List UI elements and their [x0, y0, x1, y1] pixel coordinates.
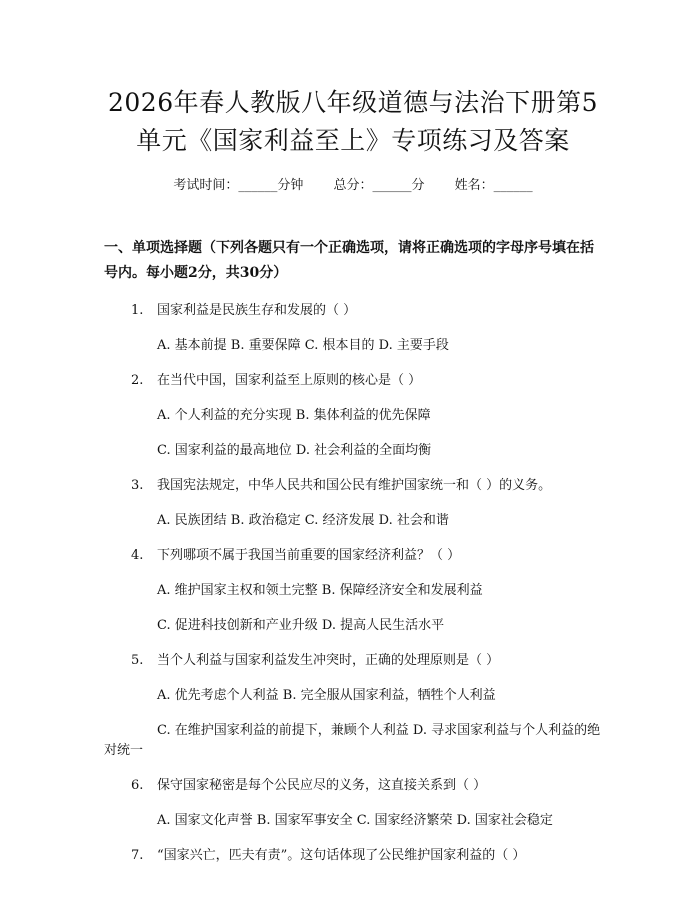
section-heading: 一、单项选择题（下列各题只有一个正确选项，请将正确选项的字母序号填在括号内。每小题2分，共30分） [104, 240, 594, 281]
question-text: 在当代中国，国家利益至上原则的核心是（ ） [157, 373, 422, 388]
question-number: 3. [131, 478, 144, 493]
question-text: 我国宪法规定，中华人民共和国公民有维护国家统一和（ ）的义务。 [157, 478, 552, 493]
question [104, 776, 602, 796]
question-text: “国家兴亡，匹夫有责”。这句话体现了公民维护国家利益的（ ） [157, 848, 526, 863]
question-text: 国家利益是民族生存和发展的（ ） [157, 303, 357, 318]
exam-score: 总分：______分 [333, 178, 425, 193]
question-options: A. 民族团结 B. 政治稳定 C. 经济发展 D. 社会和谐 [157, 513, 449, 528]
question [104, 846, 602, 866]
exam-time: 考试时间：______分钟 [173, 178, 304, 193]
question-number: 5. [131, 653, 144, 668]
student-name: 姓名：______ [454, 178, 533, 193]
question [104, 651, 602, 671]
question-options: A. 基本前提 B. 重要保障 C. 根本目的 D. 主要手段 [157, 338, 449, 353]
question-text: 保守国家秘密是每个公民应尽的义务，这直接关系到（ ） [157, 778, 487, 793]
question-options: A. 国家文化声誉 B. 国家军事安全 C. 国家经济繁荣 D. 国家社会稳定 [157, 813, 553, 828]
exam-meta [104, 176, 602, 196]
question-number: 7. [131, 848, 144, 863]
question-text: 当个人利益与国家利益发生冲突时，正确的处理原则是（ ） [157, 653, 500, 668]
question-options: A. 维护国家主权和领土完整 B. 保障经济安全和发展利益 [157, 583, 483, 598]
question [104, 371, 602, 391]
question-number: 6. [131, 778, 144, 793]
question-options: A. 个人利益的充分实现 B. 集体利益的优先保障 [157, 408, 431, 423]
question [104, 476, 602, 496]
question-options: C. 在维护国家利益的前提下，兼顾个人利益 D. 寻求国家利益与个人利益的绝对统一 [104, 723, 601, 758]
question-options: C. 促进科技创新和产业升级 D. 提高人民生活水平 [157, 618, 445, 633]
question-options: A. 优先考虑个人利益 B. 完全服从国家利益，牺牲个人利益 [157, 688, 496, 703]
document-title: 2026年春人教版八年级道德与法治下册第5单元《国家利益至上》专项练习及答案 [107, 88, 599, 155]
question [104, 301, 602, 321]
question [104, 546, 602, 566]
question-number: 4. [131, 548, 144, 563]
question-options: C. 国家利益的最高地位 D. 社会利益的全面均衡 [157, 443, 432, 458]
question-number: 1. [131, 303, 144, 318]
question-text: 下列哪项不属于我国当前重要的国家经济利益？（ ） [157, 548, 461, 563]
question-number: 2. [131, 373, 144, 388]
